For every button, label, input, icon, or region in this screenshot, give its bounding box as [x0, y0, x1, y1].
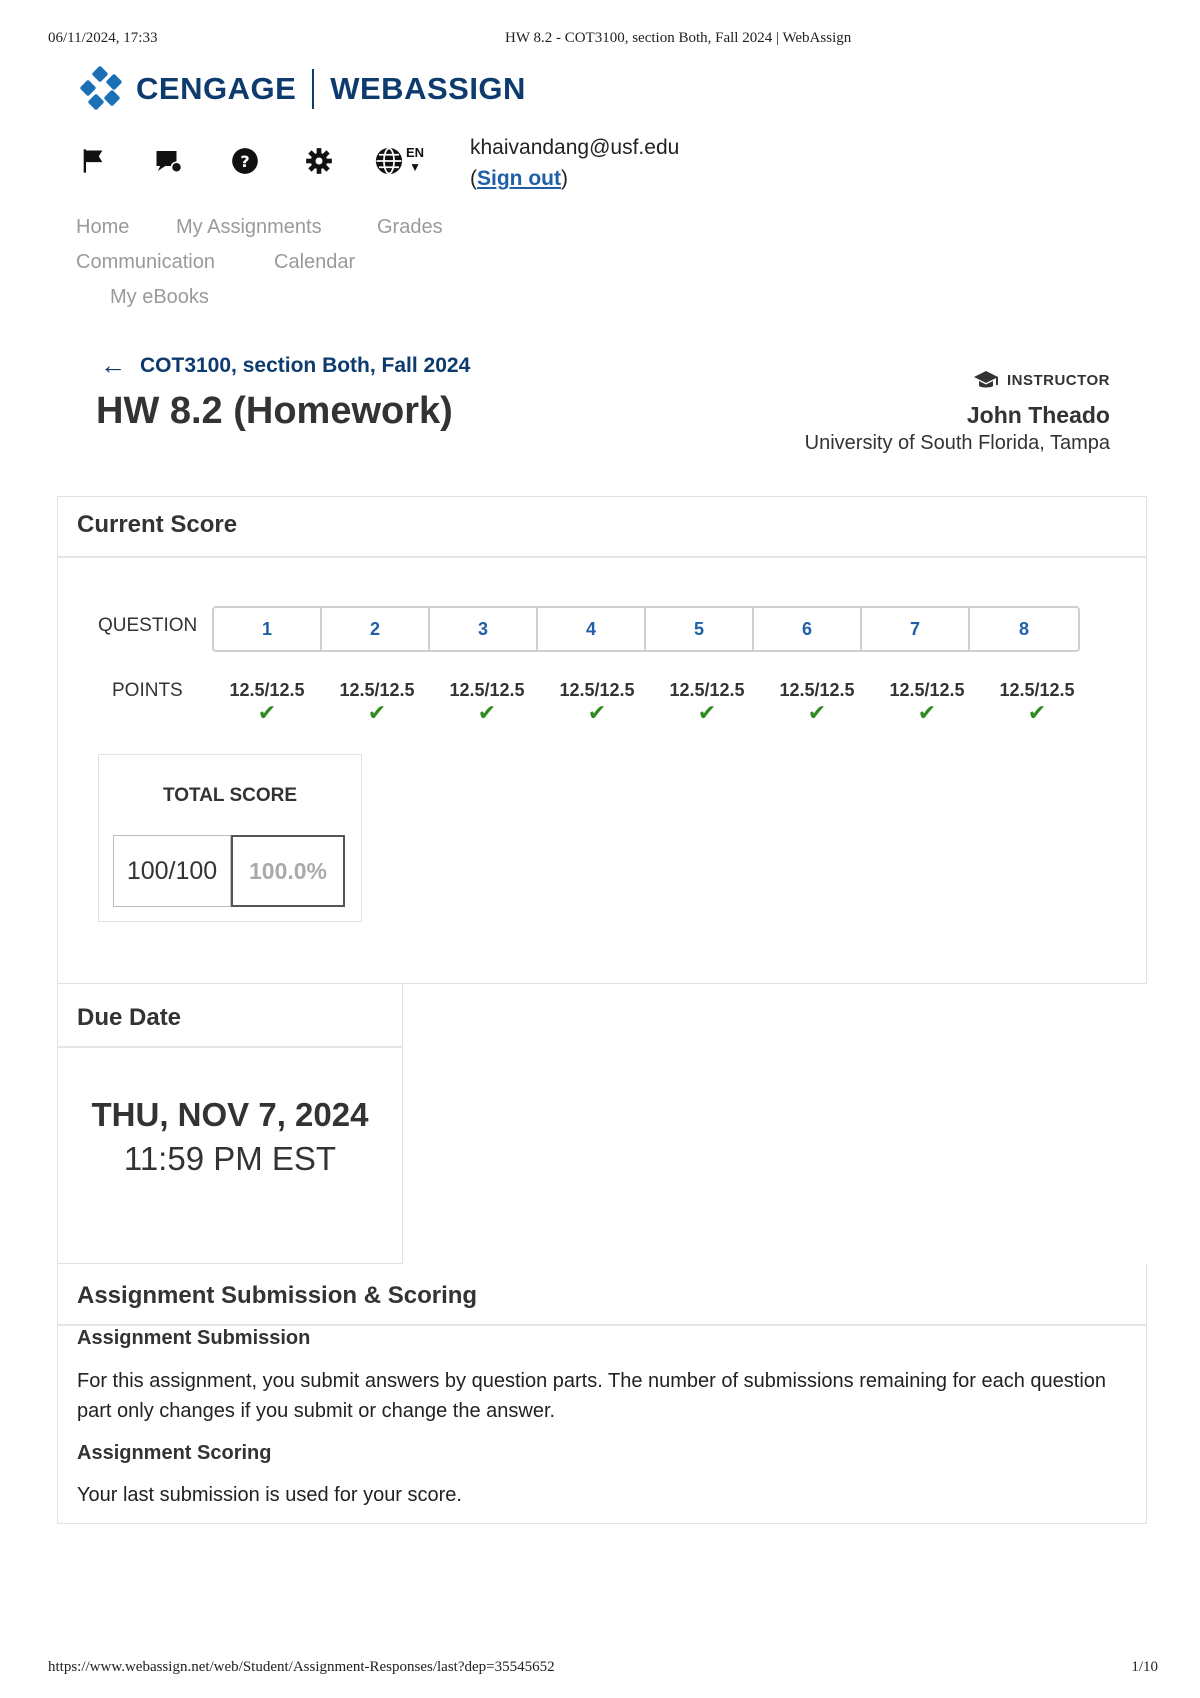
points-row: [212, 680, 1092, 725]
check-icon: ✔: [257, 700, 277, 725]
points-cell: [322, 680, 432, 725]
check-icon: ✔: [1027, 700, 1047, 725]
settings-icon[interactable]: [304, 146, 334, 176]
panel-divider: [57, 556, 1147, 558]
nav-my-ebooks[interactable]: My eBooks: [110, 286, 209, 308]
check-icon: ✔: [587, 700, 607, 725]
language-code: EN: [406, 145, 425, 160]
language-selector[interactable]: [374, 146, 424, 176]
question-link-1[interactable]: 1: [214, 608, 322, 650]
help-icon[interactable]: [230, 146, 260, 176]
question-label: QUESTION: [98, 615, 198, 636]
course-name: COT3100, section Both, Fall 2024: [140, 353, 471, 377]
signout-open-paren: (: [470, 167, 477, 190]
total-score-value: 100/100: [113, 835, 231, 907]
check-icon: ✔: [697, 700, 717, 725]
question-link-8[interactable]: 8: [1018, 618, 1029, 639]
total-score-pill: [113, 835, 345, 907]
instructor-name: John Theado: [966, 402, 1110, 428]
total-score-percent: 100.0%: [231, 835, 345, 907]
total-score-label: TOTAL SCORE: [162, 785, 298, 806]
cengage-webassign-logo[interactable]: [80, 66, 526, 112]
points-value: 12.5/12.5: [339, 680, 415, 700]
submission-text: For this assignment, you submit answers by question parts. The number of submissions remaining for each question part only changes if you submit or change the answer.: [77, 1370, 1107, 1422]
graduation-cap-icon: [973, 370, 999, 390]
panel-divider: [57, 1046, 403, 1048]
course-back-link[interactable]: [100, 350, 470, 381]
check-icon: ✔: [917, 700, 937, 725]
arrow-left-icon: ←: [100, 350, 126, 380]
points-cell: [872, 680, 982, 725]
panel-divider: [57, 1324, 1147, 1326]
question-grid: [212, 606, 1080, 652]
points-value: 12.5/12.5: [669, 680, 745, 700]
instructor-label-text: INSTRUCTOR: [1006, 371, 1110, 389]
due-date-day: THU, NOV 7, 2024: [91, 1096, 369, 1133]
check-icon: ✔: [367, 700, 387, 725]
instructor-institution: University of South Florida, Tampa: [804, 432, 1110, 454]
signout-wrapper: [470, 167, 568, 191]
print-page-number: 1/10: [1131, 1659, 1158, 1675]
points-cell: [542, 680, 652, 725]
brand-cengage: CENGAGE: [136, 71, 297, 106]
points-label: POINTS: [112, 680, 183, 701]
page-title: HW 8.2 (Homework): [96, 390, 453, 432]
signout-close-paren: ): [560, 167, 568, 190]
message-icon[interactable]: [154, 146, 184, 176]
nav-home[interactable]: Home: [76, 216, 130, 238]
points-cell: [762, 680, 872, 725]
points-value: 12.5/12.5: [229, 680, 305, 700]
question-link-4[interactable]: 4: [538, 608, 646, 650]
points-value: 12.5/12.5: [999, 680, 1075, 700]
points-value: 12.5/12.5: [779, 680, 855, 700]
chevron-down-icon: ▼: [409, 160, 421, 174]
submission-subheading: Assignment Submission: [77, 1327, 311, 1349]
nav-grades[interactable]: Grades: [377, 216, 443, 238]
print-doc-title: HW 8.2 - COT3100, section Both, Fall 2024 | WebAssign: [505, 30, 852, 46]
instructor-label: [973, 370, 1110, 390]
print-datetime: 06/11/2024, 17:33: [48, 30, 158, 46]
scoring-subheading: Assignment Scoring: [77, 1442, 272, 1464]
logo-divider: [312, 69, 314, 109]
points-value: 12.5/12.5: [889, 680, 965, 700]
sign-out-link[interactable]: Sign out: [477, 167, 561, 190]
question-link-3[interactable]: 3: [430, 608, 538, 650]
globe-icon: [374, 146, 404, 176]
points-cell: [652, 680, 762, 725]
points-cell: [982, 680, 1092, 725]
scoring-text: Your last submission is used for your score.: [77, 1484, 462, 1506]
cengage-logo-icon: [80, 66, 126, 112]
points-value: 12.5/12.5: [449, 680, 525, 700]
question-link-7[interactable]: 7: [862, 608, 970, 650]
svg-text:?: ?: [240, 151, 250, 171]
points-value: 12.5/12.5: [559, 680, 635, 700]
nav-my-assignments[interactable]: My Assignments: [176, 216, 322, 238]
question-link-2[interactable]: 2: [322, 608, 430, 650]
brand-webassign: WEBASSIGN: [330, 71, 526, 106]
check-icon: ✔: [477, 700, 497, 725]
check-icon: ✔: [807, 700, 827, 725]
due-date-heading: Due Date: [77, 1004, 182, 1031]
nav-communication[interactable]: Communication: [76, 251, 215, 273]
submission-heading: Assignment Submission & Scoring: [77, 1282, 478, 1309]
user-email: khaivandang@usf.edu: [470, 136, 680, 159]
print-url: https://www.webassign.net/web/Student/Assignment-Responses/last?dep=35545652: [48, 1659, 555, 1675]
total-score-box: [98, 754, 362, 922]
question-link-5[interactable]: 5: [646, 608, 754, 650]
current-score-heading: Current Score: [77, 511, 238, 538]
due-date-time: 11:59 PM EST: [123, 1140, 337, 1177]
points-cell: [432, 680, 542, 725]
flag-icon[interactable]: [78, 146, 108, 176]
nav-calendar[interactable]: Calendar: [274, 251, 356, 273]
points-cell: [212, 680, 322, 725]
question-link-6[interactable]: 6: [754, 608, 862, 650]
